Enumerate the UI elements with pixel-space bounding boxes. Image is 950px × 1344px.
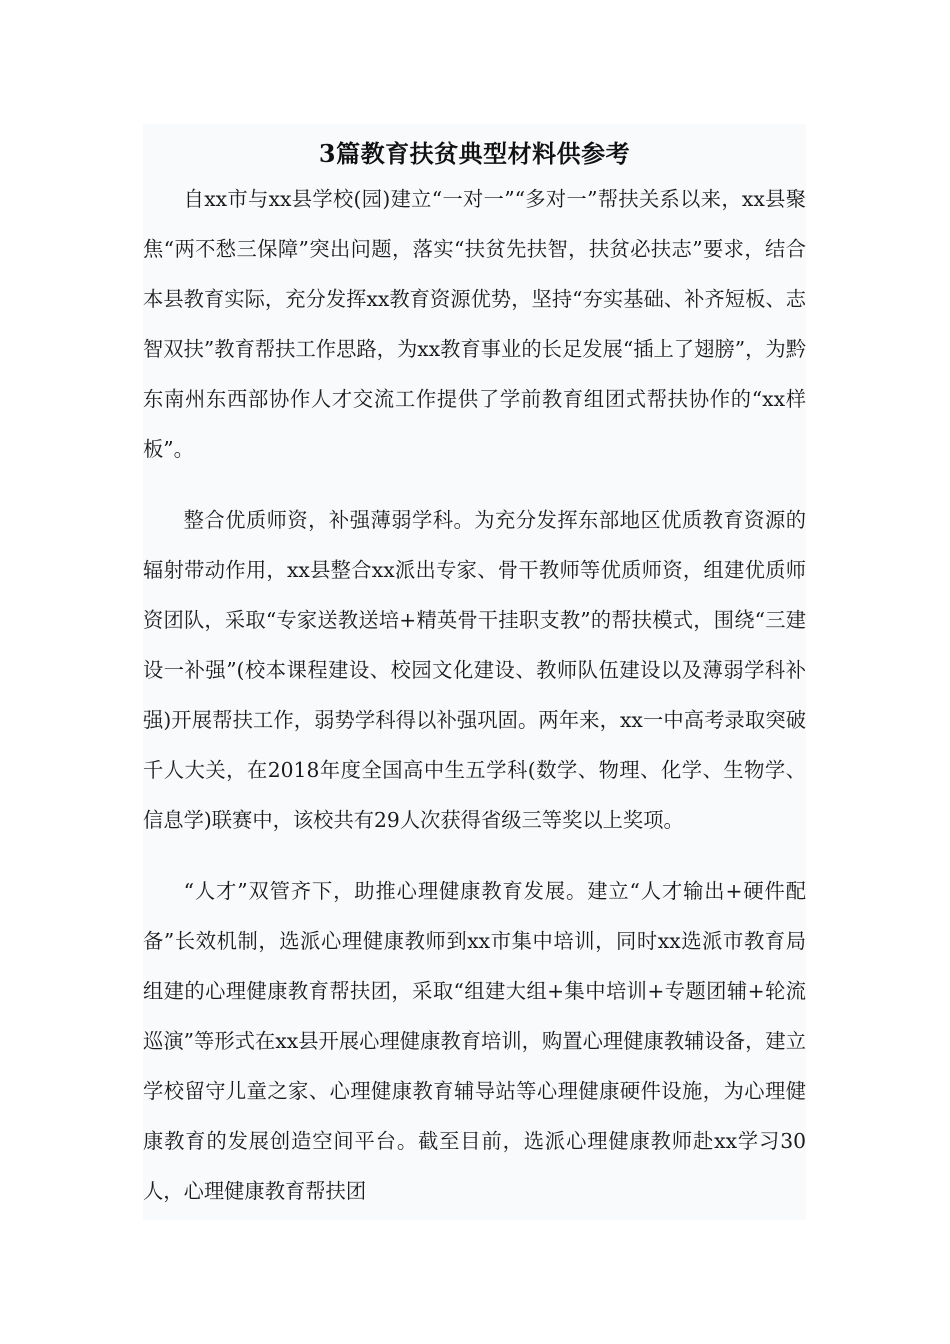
document-title: 3篇教育扶贫典型材料供参考	[318, 139, 631, 168]
paragraph-teachers: 整合优质师资，补强薄弱学科。为充分发挥东部地区优质教育资源的辐射带动作用，xx县整合xx派出专家、骨干教师等优质师资，组建优质师资团队，采取“专家送教送培+精英骨干挂职支教”的帮扶模式，围绕“三建设一补强”(校本课程建设、校园文化建设、教师队伍建设以及薄弱学科补强)开展帮扶工作，弱势学科得以补强巩固。两年来，xx一中高考录取突破千人大关，在2018年度全国高中生五学科(数学、物理、化学、生物学、信息学)联赛中，该校共有29人次获得省级三等奖以上奖项。	[143, 508, 806, 832]
paragraph-intro: 自xx市与xx县学校(园)建立“一对一”“多对一”帮扶关系以来，xx县聚焦“两不愁三保障”突出问题，落实“扶贫先扶智，扶贫必扶志”要求，结合本县教育实际，充分发挥xx教育资源优势，坚持“夯实基础、补齐短板、志智双扶”教育帮扶工作思路，为xx教育事业的长足发展“插上了翅膀”，为黔东南州东西部协作人才交流工作提供了学前教育组团式帮扶协作的“xx样板”。	[143, 187, 806, 461]
document-body	[143, 124, 806, 1220]
paragraph-mental-health: “人才”双管齐下，助推心理健康教育发展。建立“人才输出+硬件配备”长效机制，选派心理健康教师到xx市集中培训，同时xx选派市教育局组建的心理健康教育帮扶团，采取“组建大组+集中培训+专题团辅+轮流巡演”等形式在xx县开展心理健康教育培训，购置心理健康教辅设备，建立学校留守儿童之家、心理健康教育辅导站等心理健康硬件设施，为心理健康教育的发展创造空间平台。截至目前，选派心理健康教师赴xx学习30人，心理健康教育帮扶团	[143, 879, 806, 1203]
